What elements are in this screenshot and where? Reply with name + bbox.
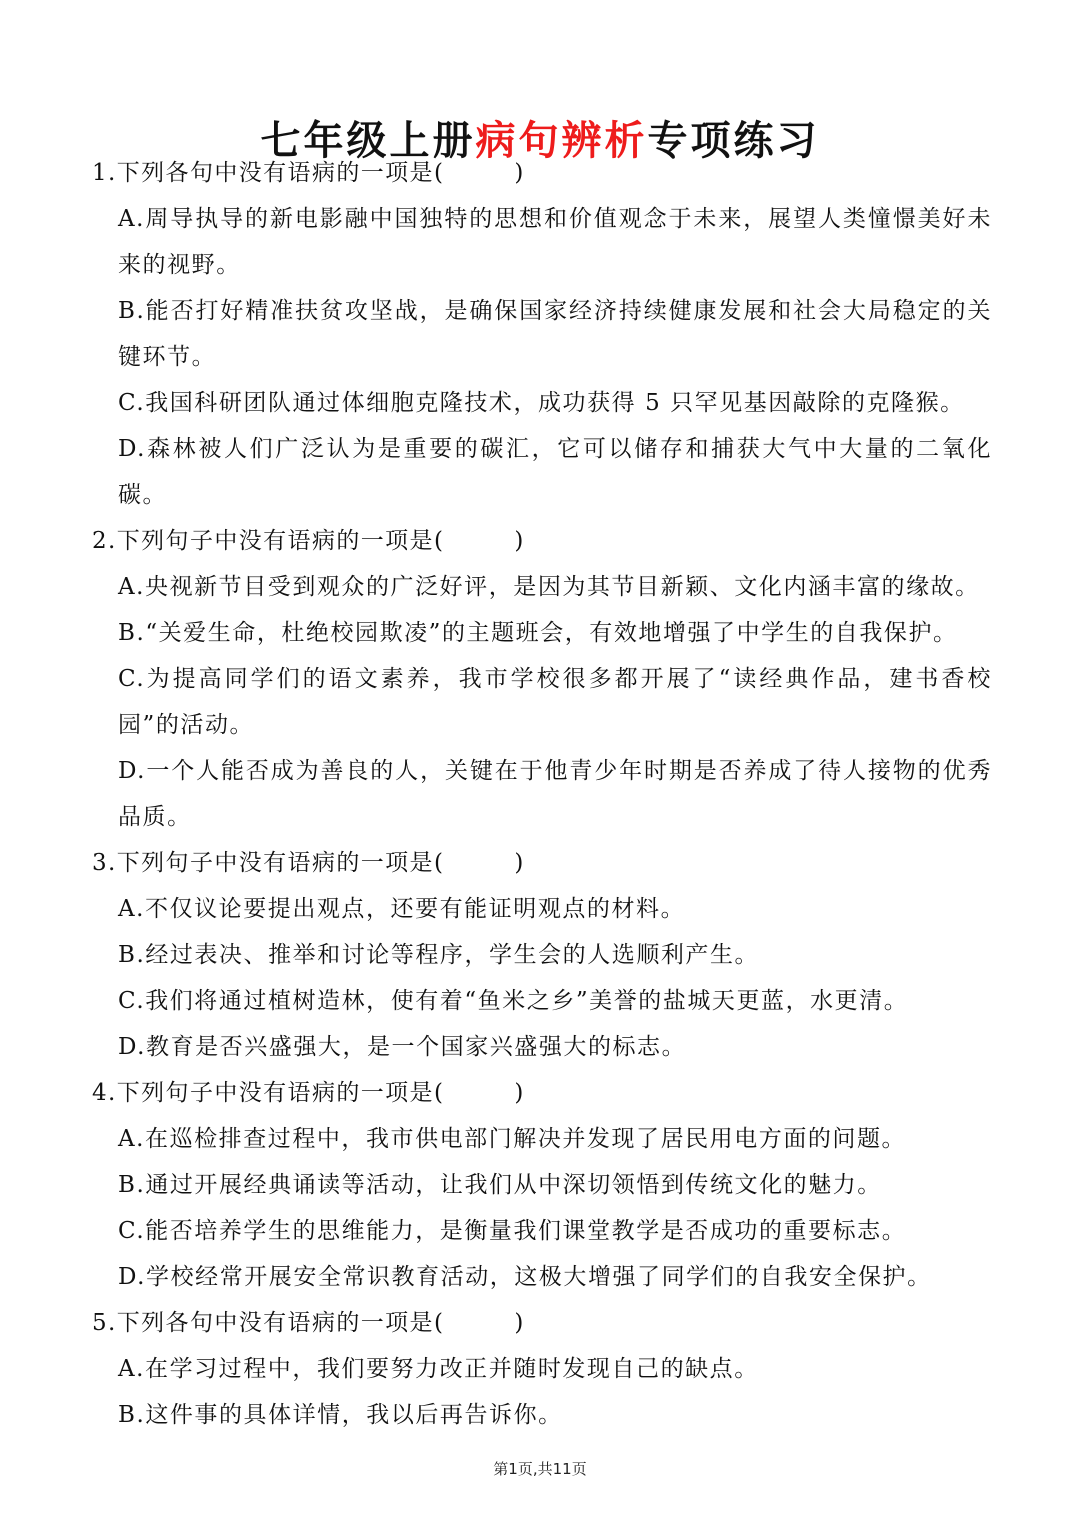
question-list [92, 150, 992, 1438]
answer-paren-open: ( [433, 528, 445, 554]
option-d [118, 1024, 992, 1070]
answer-paren-open: ( [433, 160, 445, 186]
answer-paren-close: ) [514, 160, 525, 186]
answer-paren-open: ( [433, 1080, 445, 1106]
answer-paren-open: ( [433, 850, 445, 876]
option-text: 学校经常开展安全常识教育活动，这极大增强了同学们的自我安全保护。 [146, 1264, 932, 1290]
option-label: A. [118, 896, 146, 922]
option-label: D. [118, 1264, 147, 1290]
option-text: 不仅议论要提出观点，还要有能证明观点的材料。 [145, 896, 686, 922]
option-a [118, 1346, 992, 1392]
option-text: 我们将通过植树造林，使有着“鱼米之乡”美誉的盐城天更蓝，水更清。 [145, 988, 909, 1014]
question-2 [92, 518, 992, 840]
option-c [118, 978, 992, 1024]
answer-paren-close: ) [514, 1080, 525, 1106]
option-d [118, 1254, 992, 1300]
question-text: 下列各句中没有语病的一项是 [116, 160, 434, 186]
option-text: 在巡检排查过程中，我市供电部门解决并发现了居民用电方面的问题。 [145, 1126, 907, 1152]
option-label: C. [118, 988, 146, 1014]
option-label: A. [118, 1126, 146, 1152]
option-a [118, 886, 992, 932]
option-text: 在学习过程中，我们要努力改正并随时发现自己的缺点。 [145, 1356, 759, 1382]
option-b [118, 288, 992, 380]
option-label: C. [118, 1218, 146, 1244]
option-c [118, 380, 992, 426]
option-label: C. [118, 666, 146, 692]
option-b [118, 932, 992, 978]
option-b [118, 610, 992, 656]
option-text: 周导执导的新电影融中国独特的思想和价值观念于未来，展望人类憧憬美好未来的视野。 [118, 206, 992, 278]
title-prefix: 七年级上册 [260, 117, 476, 164]
option-label: D. [118, 1034, 147, 1060]
question-text: 下列句子中没有语病的一项是 [116, 1080, 434, 1106]
option-d [118, 748, 992, 840]
question-5 [92, 1300, 992, 1438]
option-text: “关爱生命，杜绝校园欺凌”的主题班会，有效地增强了中学生的自我保护。 [145, 620, 958, 646]
option-d [118, 426, 992, 518]
option-label: A. [118, 206, 146, 232]
option-text: 能否培养学生的思维能力，是衡量我们课堂教学是否成功的重要标志。 [145, 1218, 907, 1244]
page-indicator: 第1页,共11页 [493, 1460, 587, 1478]
option-text: 能否打好精准扶贫攻坚战，是确保国家经济持续健康发展和社会大局稳定的关键环节。 [118, 298, 992, 370]
option-text: 央视新节目受到观众的广泛好评，是因为其节目新颖、文化内涵丰富的缘故。 [145, 574, 980, 600]
answer-paren-close: ) [514, 850, 525, 876]
title-highlight: 病句辨析 [475, 117, 648, 164]
title-suffix: 专项练习 [647, 117, 820, 164]
question-stem [92, 1300, 992, 1346]
answer-paren-open: ( [433, 1310, 445, 1336]
option-a [118, 564, 992, 610]
question-stem [92, 518, 992, 564]
option-label: B. [118, 1402, 146, 1428]
option-a [118, 1116, 992, 1162]
answer-paren-close: ) [514, 528, 525, 554]
option-label: B. [118, 1172, 146, 1198]
question-number: 2. [92, 528, 117, 554]
question-stem [92, 840, 992, 886]
option-text: 这件事的具体详情，我以后再告诉你。 [145, 1402, 563, 1428]
question-stem [92, 150, 992, 196]
question-text: 下列句子中没有语病的一项是 [116, 850, 434, 876]
option-label: D. [118, 758, 147, 784]
option-text: 为提高同学们的语文素养，我市学校很多都开展了“读经典作品，建书香校园”的活动。 [118, 666, 992, 738]
answer-paren-close: ) [514, 1310, 525, 1336]
option-label: B. [118, 942, 146, 968]
question-number: 5. [92, 1310, 117, 1336]
question-stem [92, 1070, 992, 1116]
option-label: D. [118, 436, 147, 462]
option-c [118, 1208, 992, 1254]
question-text: 下列句子中没有语病的一项是 [116, 528, 434, 554]
question-1 [92, 150, 992, 518]
option-a [118, 196, 992, 288]
question-3 [92, 840, 992, 1070]
option-label: A. [118, 574, 146, 600]
option-text: 通过开展经典诵读等活动，让我们从中深切领悟到传统文化的魅力。 [145, 1172, 882, 1198]
option-c [118, 656, 992, 748]
option-label: B. [118, 620, 146, 646]
question-text: 下列各句中没有语病的一项是 [116, 1310, 434, 1336]
question-number: 1. [92, 160, 117, 186]
option-text: 一个人能否成为善良的人，关键在于他青少年时期是否养成了待人接物的优秀品质。 [118, 758, 992, 830]
option-label: A. [118, 1356, 146, 1382]
option-text: 森林被人们广泛认为是重要的碳汇，它可以储存和捕获大气中大量的二氧化碳。 [118, 436, 992, 508]
option-b [118, 1162, 992, 1208]
option-b [118, 1392, 992, 1438]
option-label: B. [118, 298, 146, 324]
option-label: C. [118, 390, 146, 416]
option-text: 我国科研团队通过体细胞克隆技术，成功获得 5 只罕见基因敲除的克隆猴。 [145, 390, 965, 416]
question-4 [92, 1070, 992, 1300]
question-number: 3. [92, 850, 117, 876]
option-text: 教育是否兴盛强大，是一个国家兴盛强大的标志。 [146, 1034, 687, 1060]
question-number: 4. [92, 1080, 117, 1106]
option-text: 经过表决、推举和讨论等程序，学生会的人选顺利产生。 [145, 942, 760, 968]
